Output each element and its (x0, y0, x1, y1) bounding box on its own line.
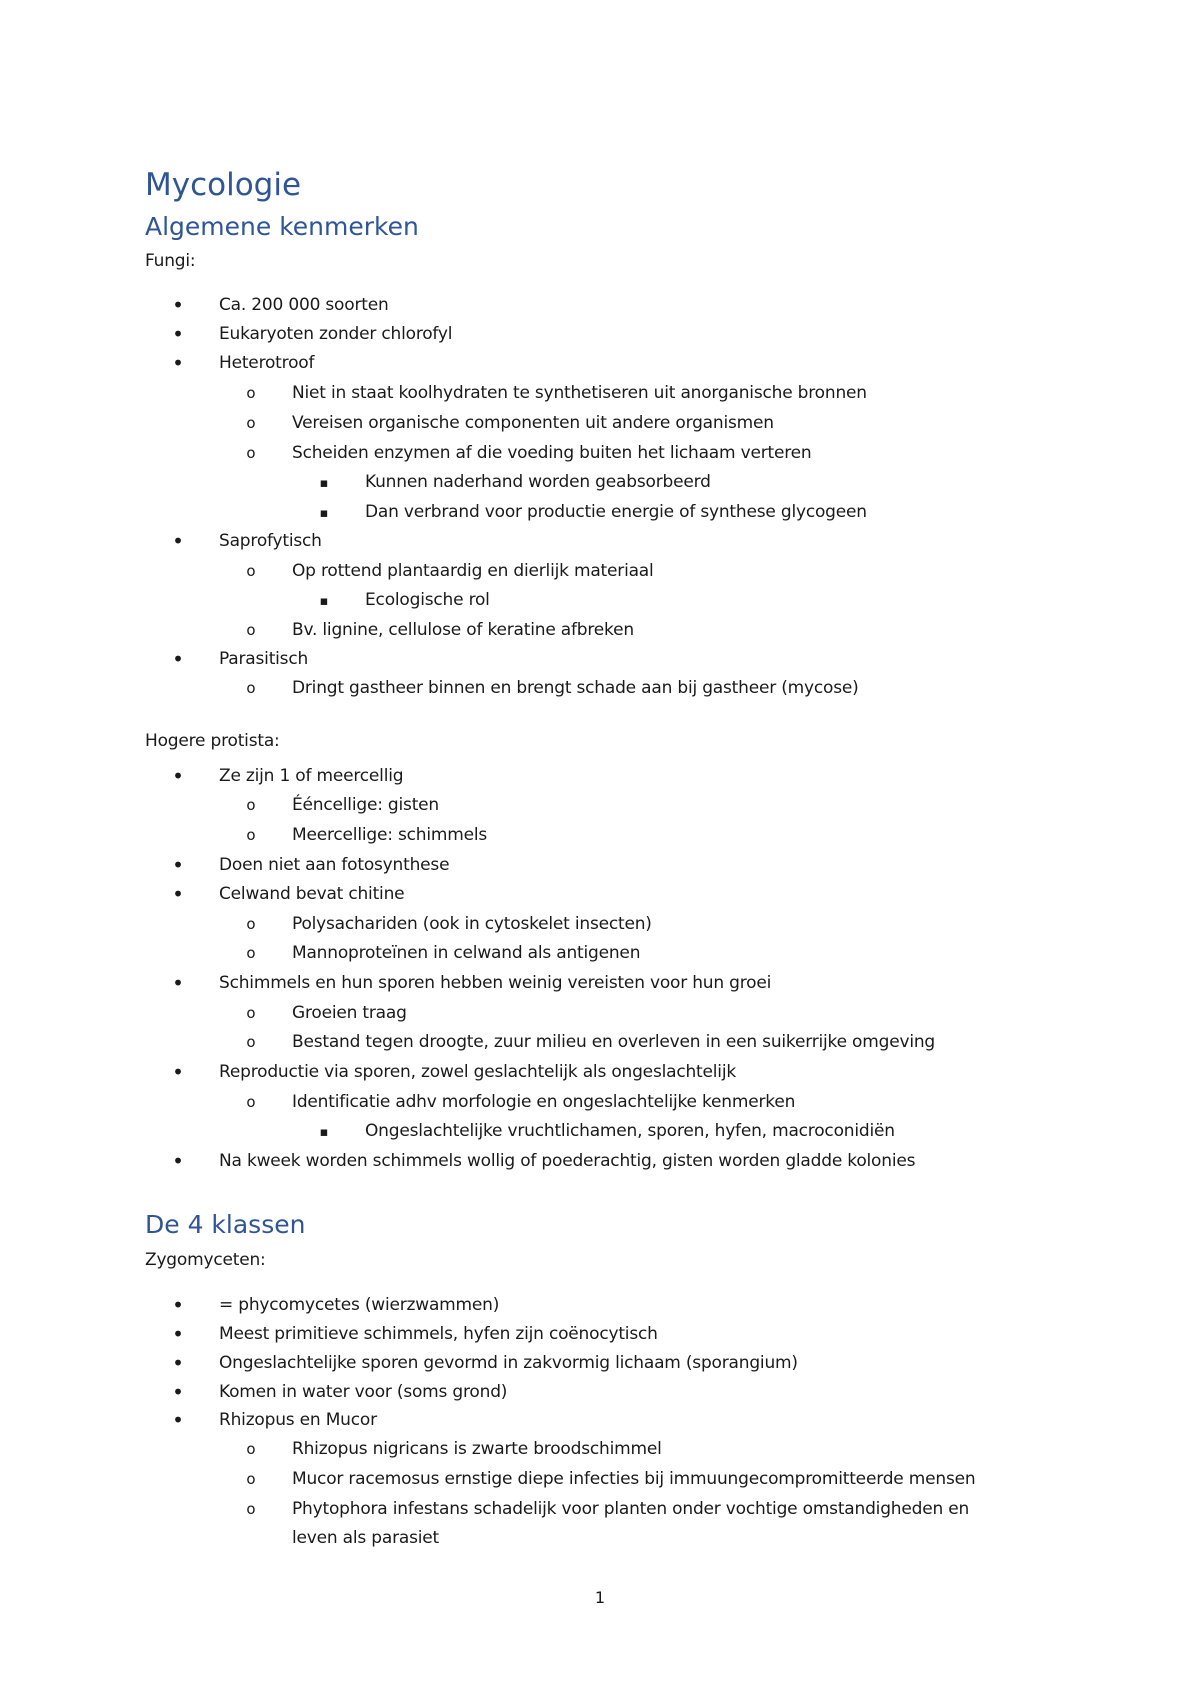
list-item: Phytophora infestans schadelijk voor planten onder vochtige omstandigheden en (292, 1499, 970, 1519)
list-item: Rhizopus en Mucor (219, 1410, 377, 1430)
list-item: Celwand bevat chitine (219, 884, 405, 904)
list-item: Dan verbrand voor productie energie of synthese glycogeen (365, 502, 867, 522)
circle-bullet-icon (241, 914, 261, 934)
circle-bullet-icon (241, 825, 261, 845)
list-item: Niet in staat koolhydraten te synthetiseren uit anorganische bronnen (292, 383, 867, 403)
list-item: Ongeslachtelijke sporen gevormd in zakvormig lichaam (sporangium) (219, 1353, 798, 1373)
bullet-icon (168, 855, 188, 877)
square-bullet-icon (314, 590, 334, 612)
list-item: Bestand tegen droogte, zuur milieu en overleven in een suikerrijke omgeving (292, 1032, 936, 1052)
bullet-icon (168, 295, 188, 317)
square-bullet-icon (314, 472, 334, 494)
list-item: = phycomycetes (wierzwammen) (219, 1295, 500, 1315)
circle-bullet-icon (241, 1092, 261, 1112)
list-item: Heterotroof (219, 353, 315, 373)
bullet-icon (168, 1324, 188, 1346)
circle-bullet-icon (241, 1032, 261, 1052)
list-item: Meest primitieve schimmels, hyfen zijn coënocytisch (219, 1324, 658, 1344)
list-item: Vereisen organische componenten uit andere organismen (292, 413, 774, 433)
bullet-icon (168, 1295, 188, 1317)
list-item: Doen niet aan fotosynthese (219, 855, 450, 875)
circle-bullet-icon (241, 1499, 261, 1519)
bullet-icon (168, 1382, 188, 1404)
square-bullet-icon (314, 1121, 334, 1143)
list-item: Polysachariden (ook in cytoskelet insecten) (292, 914, 652, 934)
bullet-icon (168, 649, 188, 671)
list-item: Eukaryoten zonder chlorofyl (219, 324, 453, 344)
bullet-icon (168, 1410, 188, 1432)
section-heading: Algemene kenmerken (145, 212, 419, 241)
list-item: Meercellige: schimmels (292, 825, 488, 845)
circle-bullet-icon (241, 943, 261, 963)
bullet-icon (168, 884, 188, 906)
list-item: Ongeslachtelijke vruchtlichamen, sporen, hyfen, macroconidiën (365, 1121, 895, 1141)
list-item: Reproductie via sporen, zowel geslachtelijk als ongeslachtelijk (219, 1062, 736, 1082)
square-bullet-icon (314, 502, 334, 524)
circle-bullet-icon (241, 413, 261, 433)
bullet-icon (168, 324, 188, 346)
bullet-icon (168, 1062, 188, 1084)
list-item: Scheiden enzymen af die voeding buiten het lichaam verteren (292, 443, 812, 463)
section-heading: De 4 klassen (145, 1210, 306, 1239)
bullet-icon (168, 1353, 188, 1375)
list-item: Groeien traag (292, 1003, 407, 1023)
list-item: Bv. lignine, cellulose of keratine afbreken (292, 620, 634, 640)
list-item: Parasitisch (219, 649, 309, 669)
circle-bullet-icon (241, 1439, 261, 1459)
circle-bullet-icon (241, 795, 261, 815)
circle-bullet-icon (241, 443, 261, 463)
list-item: Ca. 200 000 soorten (219, 295, 389, 315)
list-item: Kunnen naderhand worden geabsorbeerd (365, 472, 711, 492)
list-item: Na kweek worden schimmels wollig of poederachtig, gisten worden gladde kolonies (219, 1151, 916, 1171)
circle-bullet-icon (241, 678, 261, 698)
list-item: Dringt gastheer binnen en brengt schade aan bij gastheer (mycose) (292, 678, 859, 698)
list-item: Mannoproteïnen in celwand als antigenen (292, 943, 641, 963)
circle-bullet-icon (241, 1003, 261, 1023)
list-item: Rhizopus nigricans is zwarte broodschimmel (292, 1439, 662, 1459)
list-item: Identificatie adhv morfologie en ongeslachtelijke kenmerken (292, 1092, 796, 1112)
list-item: Saprofytisch (219, 531, 322, 551)
circle-bullet-icon (241, 383, 261, 403)
list-item: Mucor racemosus ernstige diepe infecties bij immuungecompromitteerde mensen (292, 1469, 976, 1489)
list-item: Op rottend plantaardig en dierlijk materiaal (292, 561, 654, 581)
circle-bullet-icon (241, 561, 261, 581)
bullet-icon (168, 353, 188, 375)
page-number: 1 (594, 1588, 606, 1607)
list-group-label: Hogere protista: (145, 731, 280, 751)
circle-bullet-icon (241, 620, 261, 640)
bullet-icon (168, 1151, 188, 1173)
list-item: Ze zijn 1 of meercellig (219, 766, 404, 786)
list-item: Ééncellige: gisten (292, 795, 440, 815)
bullet-icon (168, 973, 188, 995)
bullet-icon (168, 531, 188, 553)
list-item: leven als parasiet (292, 1528, 440, 1548)
list-item: Ecologische rol (365, 590, 490, 610)
list-group-label: Fungi: (145, 251, 196, 271)
page-title: Mycologie (145, 167, 302, 203)
bullet-icon (168, 766, 188, 788)
circle-bullet-icon (241, 1469, 261, 1489)
list-item: Komen in water voor (soms grond) (219, 1382, 508, 1402)
list-item: Schimmels en hun sporen hebben weinig vereisten voor hun groei (219, 973, 772, 993)
list-group-label: Zygomyceten: (145, 1250, 266, 1270)
